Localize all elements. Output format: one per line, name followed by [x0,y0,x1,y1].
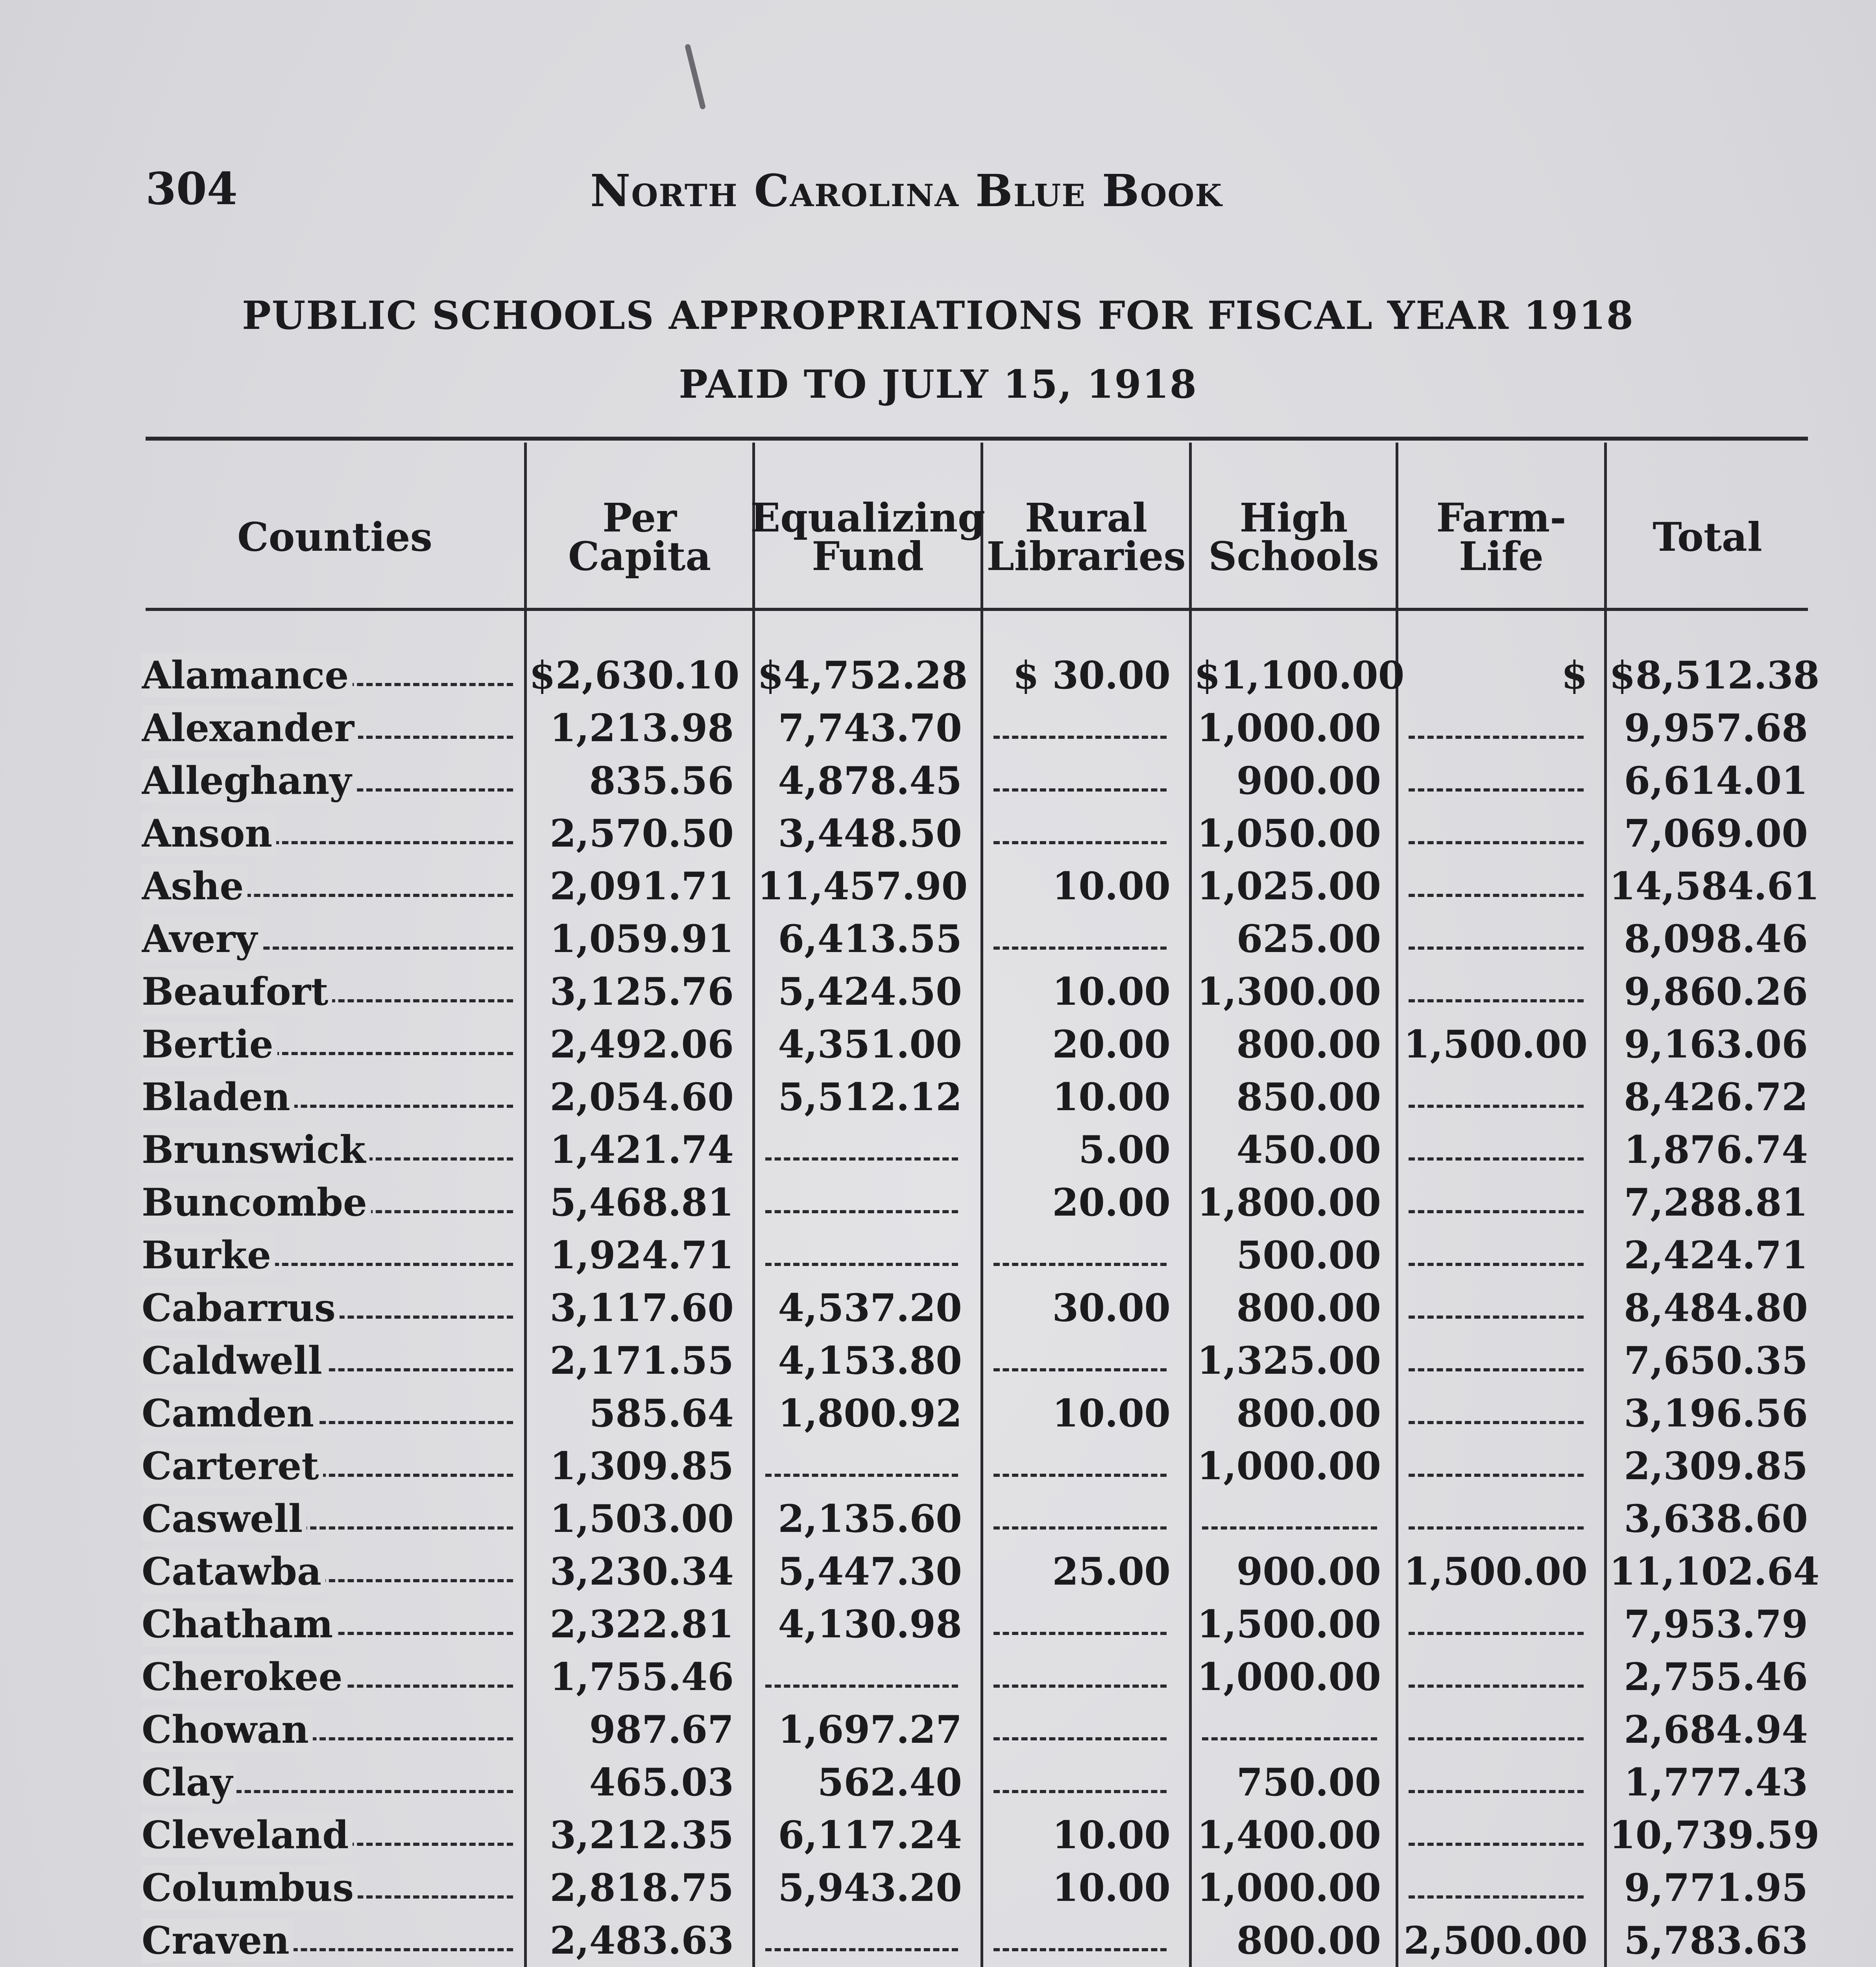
per-capita-cell: 2,322.81 [550,1602,734,1646]
per-capita-cell: 835.56 [589,758,734,803]
header-farm-line2: Life [1459,533,1544,579]
county-name-cell [142,965,519,1018]
equalizing-cell: 5,943.20 [778,1866,962,1910]
county-name-cell [142,1809,519,1862]
county-name-cell [142,1598,519,1651]
farm-cell [1401,807,1588,860]
per-capita-cell: 3,117.60 [550,1286,734,1330]
rural-cell: 30.00 [1052,1286,1171,1330]
county-name-cell [142,1334,519,1387]
equalizing-cell [757,1176,962,1229]
farm-cell [1401,1651,1588,1703]
total-cell: 1,876.74 [1624,1127,1808,1172]
table-title: PUBLIC SCHOOLS APPROPRIATIONS FOR FISCAL YEAR 1918 [242,293,1634,338]
equalizing-cell: 4,351.00 [778,1022,962,1067]
equalizing-cell: 11,457.90 [757,864,968,908]
per-capita-cell: 2,570.50 [550,811,734,856]
equalizing-cell: $4,752.28 [757,653,968,697]
table-row [0,1071,1876,1124]
county-name: Craven [142,1918,294,1963]
table-row [0,1545,1876,1598]
header-high-schools [1192,478,1396,596]
total-cell: 8,484.80 [1624,1286,1808,1330]
high-cell: 900.00 [1236,1549,1381,1594]
county-name-cell [142,1282,519,1334]
header-per-capita [527,478,752,596]
farm-cell [1401,1176,1588,1229]
county-name-cell [142,913,519,965]
county-name-cell [142,649,519,702]
total-cell: 1,777.43 [1624,1760,1808,1805]
table-row [0,1756,1876,1809]
rural-cell: 20.00 [1052,1180,1171,1225]
rural-cell [986,913,1171,965]
equalizing-cell: 6,117.24 [778,1813,962,1857]
header-total [1607,478,1808,596]
table-row [0,1229,1876,1282]
high-cell: 625.00 [1236,917,1381,961]
header-rural-line1: Rural [1025,495,1148,541]
farm-cell [1401,1862,1588,1914]
per-capita-cell: 1,421.74 [550,1127,734,1172]
farm-cell [1401,1493,1588,1545]
table-row [0,965,1876,1018]
total-cell: 8,426.72 [1624,1075,1808,1119]
table-body [0,649,1876,1967]
total-cell: 7,069.00 [1624,811,1808,856]
county-name: Avery [142,917,261,961]
rural-cell [986,1651,1171,1703]
table-row [0,1018,1876,1071]
equalizing-cell: 5,512.12 [778,1075,962,1119]
rural-cell [986,1703,1171,1756]
farm-cell [1401,1756,1588,1809]
county-name: Chowan [142,1707,313,1752]
header-equalizing-line2: Fund [812,533,924,579]
county-name-cell [142,755,519,807]
header-rule [146,608,1808,611]
county-name-cell [142,860,519,913]
equalizing-cell: 1,697.27 [778,1707,962,1752]
equalizing-cell: 5,424.50 [778,969,962,1014]
rural-cell [986,1914,1171,1967]
rural-cell [986,755,1171,807]
total-cell: 2,684.94 [1624,1707,1808,1752]
farm-cell [1401,702,1588,755]
rural-cell [986,1598,1171,1651]
county-name: Alexander [142,706,358,750]
county-name-cell [142,1862,519,1914]
table-row [0,1176,1876,1229]
county-name: Carteret [142,1444,323,1488]
per-capita-cell: 1,755.46 [550,1655,734,1699]
county-name-cell [142,1229,519,1282]
farm-cell [1401,1703,1588,1756]
equalizing-cell: 2,135.60 [778,1496,962,1541]
header-per-capita-line2: Capita [568,533,711,579]
high-cell: 1,000.00 [1197,1655,1381,1699]
table-row [0,1334,1876,1387]
high-cell: 1,325.00 [1197,1338,1381,1383]
county-name: Clay [142,1760,236,1805]
high-cell: $1,100.00 [1194,653,1405,697]
rural-cell [986,1229,1171,1282]
county-name: Buncombe [142,1180,371,1225]
table-row [0,1809,1876,1862]
total-cell: 5,783.63 [1624,1918,1808,1963]
rural-cell: 10.00 [1052,1866,1171,1910]
equalizing-cell: 5,447.30 [778,1549,962,1594]
table-row [0,1598,1876,1651]
per-capita-cell: 5,468.81 [550,1180,734,1225]
header-equalizing-line1: Equalizing [750,495,986,541]
high-cell: 1,025.00 [1197,864,1381,908]
county-name-cell [142,1387,519,1440]
county-name: Catawba [142,1549,325,1594]
high-cell: 1,000.00 [1197,1444,1381,1488]
header-farm-line1: Farm- [1436,495,1566,541]
county-name-cell [142,1914,519,1967]
county-name: Ashe [142,864,247,908]
high-cell: 800.00 [1236,1022,1381,1067]
total-cell: 2,424.71 [1624,1233,1808,1277]
county-name: Caldwell [142,1338,326,1383]
rural-cell: $ 30.00 [1013,653,1171,697]
rural-cell: 10.00 [1052,1813,1171,1857]
county-name-cell [142,1493,519,1545]
total-cell: 14,584.61 [1609,864,1820,908]
page-number: 304 [146,163,238,215]
header-rural-line2: Libraries [986,533,1186,579]
county-name: Bladen [142,1075,294,1119]
high-cell: 900.00 [1236,758,1381,803]
total-cell: $8,512.38 [1609,653,1820,697]
farm-cell: $ [1561,653,1588,697]
rural-cell [986,1756,1171,1809]
county-name: Caswell [142,1496,307,1541]
total-cell: 9,860.26 [1624,969,1808,1014]
farm-cell [1401,1124,1588,1176]
high-cell: 800.00 [1236,1286,1381,1330]
total-cell: 11,102.64 [1609,1549,1820,1594]
rural-cell: 10.00 [1052,1075,1171,1119]
table-row [0,1493,1876,1545]
total-cell: 7,953.79 [1624,1602,1808,1646]
total-cell: 3,196.56 [1624,1391,1808,1436]
table-row [0,913,1876,965]
farm-cell [1401,1334,1588,1387]
per-capita-cell: 585.64 [589,1391,734,1436]
equalizing-cell: 7,743.70 [778,706,962,750]
header-per-capita-line1: Per [602,495,677,541]
total-cell: 9,957.68 [1624,706,1808,750]
rural-cell [986,1334,1171,1387]
equalizing-cell [757,1914,962,1967]
header-total-label: Total [1653,514,1762,560]
per-capita-cell: 3,212.35 [550,1813,734,1857]
per-capita-cell: 987.67 [589,1707,734,1752]
rural-cell [986,702,1171,755]
farm-cell [1401,1229,1588,1282]
county-name: Columbus [142,1866,358,1910]
county-name-cell [142,1756,519,1809]
table-subtitle: PAID TO JULY 15, 1918 [679,362,1197,407]
table-row [0,807,1876,860]
equalizing-cell: 4,153.80 [778,1338,962,1383]
equalizing-cell: 4,878.45 [778,758,962,803]
farm-cell [1401,1598,1588,1651]
rural-cell [986,1493,1171,1545]
county-name-cell [142,1071,519,1124]
county-name: Camden [142,1391,318,1436]
header-high-line2: Schools [1208,533,1379,579]
county-name: Beaufort [142,969,332,1014]
high-cell: 450.00 [1236,1127,1381,1172]
table-row [0,1914,1876,1967]
rural-cell: 10.00 [1052,1391,1171,1436]
farm-cell: 1,500.00 [1403,1549,1588,1594]
equalizing-cell: 4,537.20 [778,1286,962,1330]
farm-cell [1401,965,1588,1018]
equalizing-cell [757,1124,962,1176]
per-capita-cell: 2,091.71 [550,864,734,908]
high-cell: 1,400.00 [1197,1813,1381,1857]
table-row [0,860,1876,913]
county-name: Alleghany [142,758,355,803]
equalizing-cell: 3,448.50 [778,811,962,856]
total-cell: 2,309.85 [1624,1444,1808,1488]
farm-cell [1401,913,1588,965]
high-cell [1194,1493,1381,1545]
per-capita-cell: 3,125.76 [550,969,734,1014]
table-row [0,1862,1876,1914]
county-name: Alamance [142,653,353,697]
high-cell [1194,1703,1381,1756]
rural-cell: 5.00 [1078,1127,1171,1172]
county-name: Anson [142,811,276,856]
high-cell: 800.00 [1236,1391,1381,1436]
header-rural-libraries [983,478,1189,596]
farm-cell [1401,1809,1588,1862]
per-capita-cell: 1,309.85 [550,1444,734,1488]
per-capita-cell: 2,492.06 [550,1022,734,1067]
rural-cell: 20.00 [1052,1022,1171,1067]
header-counties-label: Counties [237,514,432,560]
pencil-mark [685,44,706,110]
table-row [0,649,1876,702]
equalizing-cell: 4,130.98 [778,1602,962,1646]
equalizing-cell [757,1229,962,1282]
county-name-cell [142,1651,519,1703]
per-capita-cell: 1,503.00 [550,1496,734,1541]
header-farm-life [1398,478,1604,596]
farm-cell: 1,500.00 [1403,1022,1588,1067]
total-cell: 7,288.81 [1624,1180,1808,1225]
equalizing-cell [757,1440,962,1493]
table-row [0,1440,1876,1493]
per-capita-cell: 1,924.71 [550,1233,734,1277]
county-name-cell [142,702,519,755]
rural-cell [986,1440,1171,1493]
high-cell: 500.00 [1236,1233,1381,1277]
high-cell: 850.00 [1236,1075,1381,1119]
farm-cell [1401,1071,1588,1124]
total-cell: 8,098.46 [1624,917,1808,961]
equalizing-cell: 6,413.55 [778,917,962,961]
rural-cell [986,807,1171,860]
farm-cell: 2,500.00 [1403,1918,1588,1963]
total-cell: 9,771.95 [1624,1866,1808,1910]
rural-cell: 10.00 [1052,864,1171,908]
county-name: Cherokee [142,1655,347,1699]
per-capita-cell: 2,054.60 [550,1075,734,1119]
high-cell: 1,800.00 [1197,1180,1381,1225]
county-name-cell [142,1440,519,1493]
per-capita-cell: 465.03 [589,1760,734,1805]
per-capita-cell: 1,213.98 [550,706,734,750]
high-cell: 1,000.00 [1197,1866,1381,1910]
farm-cell [1401,1387,1588,1440]
table-row [0,702,1876,755]
header-counties [146,478,524,596]
total-cell: 7,650.35 [1624,1338,1808,1383]
county-name-cell [142,1124,519,1176]
rural-cell: 25.00 [1052,1549,1171,1594]
table-row [0,755,1876,807]
county-name-cell [142,1545,519,1598]
high-cell: 1,300.00 [1197,969,1381,1014]
farm-cell [1401,860,1588,913]
table-row [0,1387,1876,1440]
table-row [0,1651,1876,1703]
county-name-cell [142,807,519,860]
per-capita-cell: 3,230.34 [550,1549,734,1594]
high-cell: 750.00 [1236,1760,1381,1805]
county-name: Bertie [142,1022,277,1067]
county-name: Cabarrus [142,1286,340,1330]
county-name: Burke [142,1233,275,1277]
farm-cell [1401,1440,1588,1493]
running-head: North Carolina Blue Book [590,165,1223,217]
high-cell: 1,000.00 [1197,706,1381,750]
per-capita-cell: $2,630.10 [529,653,740,697]
table-row [0,1124,1876,1176]
total-cell: 6,614.01 [1624,758,1808,803]
table-row [0,1282,1876,1334]
top-rule [146,437,1808,441]
total-cell: 2,755.46 [1624,1655,1808,1699]
county-name: Chatham [142,1602,337,1646]
county-name: Cleveland [142,1813,353,1857]
per-capita-cell: 2,171.55 [550,1338,734,1383]
high-cell: 1,050.00 [1197,811,1381,856]
total-cell: 10,739.59 [1609,1813,1820,1857]
total-cell: 9,163.06 [1624,1022,1808,1067]
county-name-cell [142,1018,519,1071]
equalizing-cell [757,1651,962,1703]
farm-cell [1401,1282,1588,1334]
rural-cell: 10.00 [1052,969,1171,1014]
county-name-cell [142,1176,519,1229]
per-capita-cell: 2,483.63 [550,1918,734,1963]
high-cell: 800.00 [1236,1918,1381,1963]
high-cell: 1,500.00 [1197,1602,1381,1646]
table-row [0,1703,1876,1756]
county-name-cell [142,1703,519,1756]
header-high-line1: High [1239,495,1348,541]
header-equalizing-fund [750,478,986,596]
per-capita-cell: 1,059.91 [550,917,734,961]
total-cell: 3,638.60 [1624,1496,1808,1541]
county-name: Brunswick [142,1127,369,1172]
farm-cell [1401,755,1588,807]
per-capita-cell: 2,818.75 [550,1866,734,1910]
equalizing-cell: 562.40 [817,1760,962,1805]
equalizing-cell: 1,800.92 [778,1391,962,1436]
